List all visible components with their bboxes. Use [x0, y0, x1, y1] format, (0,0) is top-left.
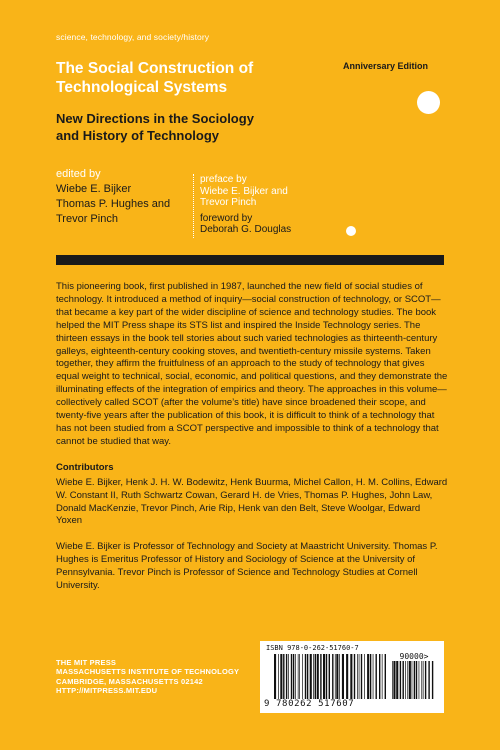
editor-name: Trevor Pinch: [56, 213, 118, 225]
book-subtitle: New Directions in the Sociology and History of Technology: [56, 111, 254, 143]
foreword-label: foreword by: [200, 212, 253, 224]
preface-label: preface by: [200, 174, 247, 185]
edited-by-label: edited by: [56, 168, 101, 180]
barcode-extension-bars: [392, 661, 434, 699]
barcode-bars: [274, 654, 386, 699]
isbn-label: ISBN 978-0-262-51760-7: [266, 644, 359, 652]
contributors-heading: Contributors: [56, 461, 114, 473]
book-title: The Social Construction of Technological Systems: [56, 60, 254, 96]
cover-copy: [56, 281, 448, 593]
publisher-address: CAMBRIDGE, MASSACHUSETTS 02142: [56, 676, 203, 686]
preface-foreword-block: [193, 174, 291, 238]
description-paragraph: This pioneering book, first published in 1987, launched the new field of social studies of technology. It introduced a method of inquiry—social construction of technology, or SCOT—that became a key part of the wider discipline of science and technology studies. The book helped the MIT Press shape its STS list and inspired the Inside Technology series. The thirteen essays in the book tell stories about such varied technologies as thirteenth-century galleys, eighteenth-century cooking stoves, and twentieth-century missile systems. Taken together, they affirm the fruitfulness of an approach to the study of technology that gives equal weight to technical, social, economic, and political questions, and they demonstrate the illuminating effects of the integration of empirics and theory. The approaches in this volume—collectively called SCOT (after the volume’s title) have since broadened their scope, and twenty-five years after the publication of this book, it is difficult to think of a technology that has not been studied from a SCOT perspective and impossible to think of a technology that cannot be studied that way.: [56, 281, 448, 447]
preface-author: Wiebe E. Bijker and: [200, 185, 288, 197]
decorative-dot-small: [346, 226, 356, 236]
publisher-name: THE MIT PRESS: [56, 658, 117, 667]
decorative-dot-large: [417, 91, 440, 114]
editors-block: [56, 167, 170, 227]
edition-label: Anniversary Edition: [343, 61, 429, 71]
divider-bar: [56, 255, 444, 265]
editor-name: Thomas P. Hughes and: [56, 198, 171, 210]
foreword-author: Deborah G. Douglas: [200, 224, 292, 235]
publisher-url: HTTP://MITPRESS.MIT.EDU: [56, 686, 158, 696]
price-code: 90000>: [399, 652, 429, 661]
preface-author: Trevor Pinch: [200, 197, 257, 208]
contributors-list: Wiebe E. Bijker, Henk J. H. W. Bodewitz, Henk Buurma, Michel Callon, H. M. Collins, Edward W. Constant II, Ruth Schwartz Cowan, Gerard H. de Vries, Thomas P. Hughes, John Law, Donald MacKenzie, Trevor Pinch, Arie Rip, Henk van den Belt, Steve Woolgar, Edward Yoxen: [56, 476, 448, 527]
author-bios: Wiebe E. Bijker is Professor of Technology and Society at Maastricht University. Thomas P. Hughes is Emeritus Professor of History and Sociology of Science at the University of Pennsylvania. Trevor Pinch is Professor of Science and Technology Studies at Cornell University.: [56, 541, 438, 592]
barcode-panel: [260, 641, 444, 713]
editor-name: Wiebe E. Bijker: [56, 183, 132, 195]
publisher-block: [56, 658, 239, 696]
publisher-institute: MASSACHUSETTS INSTITUTE OF TECHNOLOGY: [56, 667, 240, 677]
series-label: science, technology, and society/history: [56, 32, 210, 42]
barcode-number: 9 780262 517607: [264, 699, 355, 709]
